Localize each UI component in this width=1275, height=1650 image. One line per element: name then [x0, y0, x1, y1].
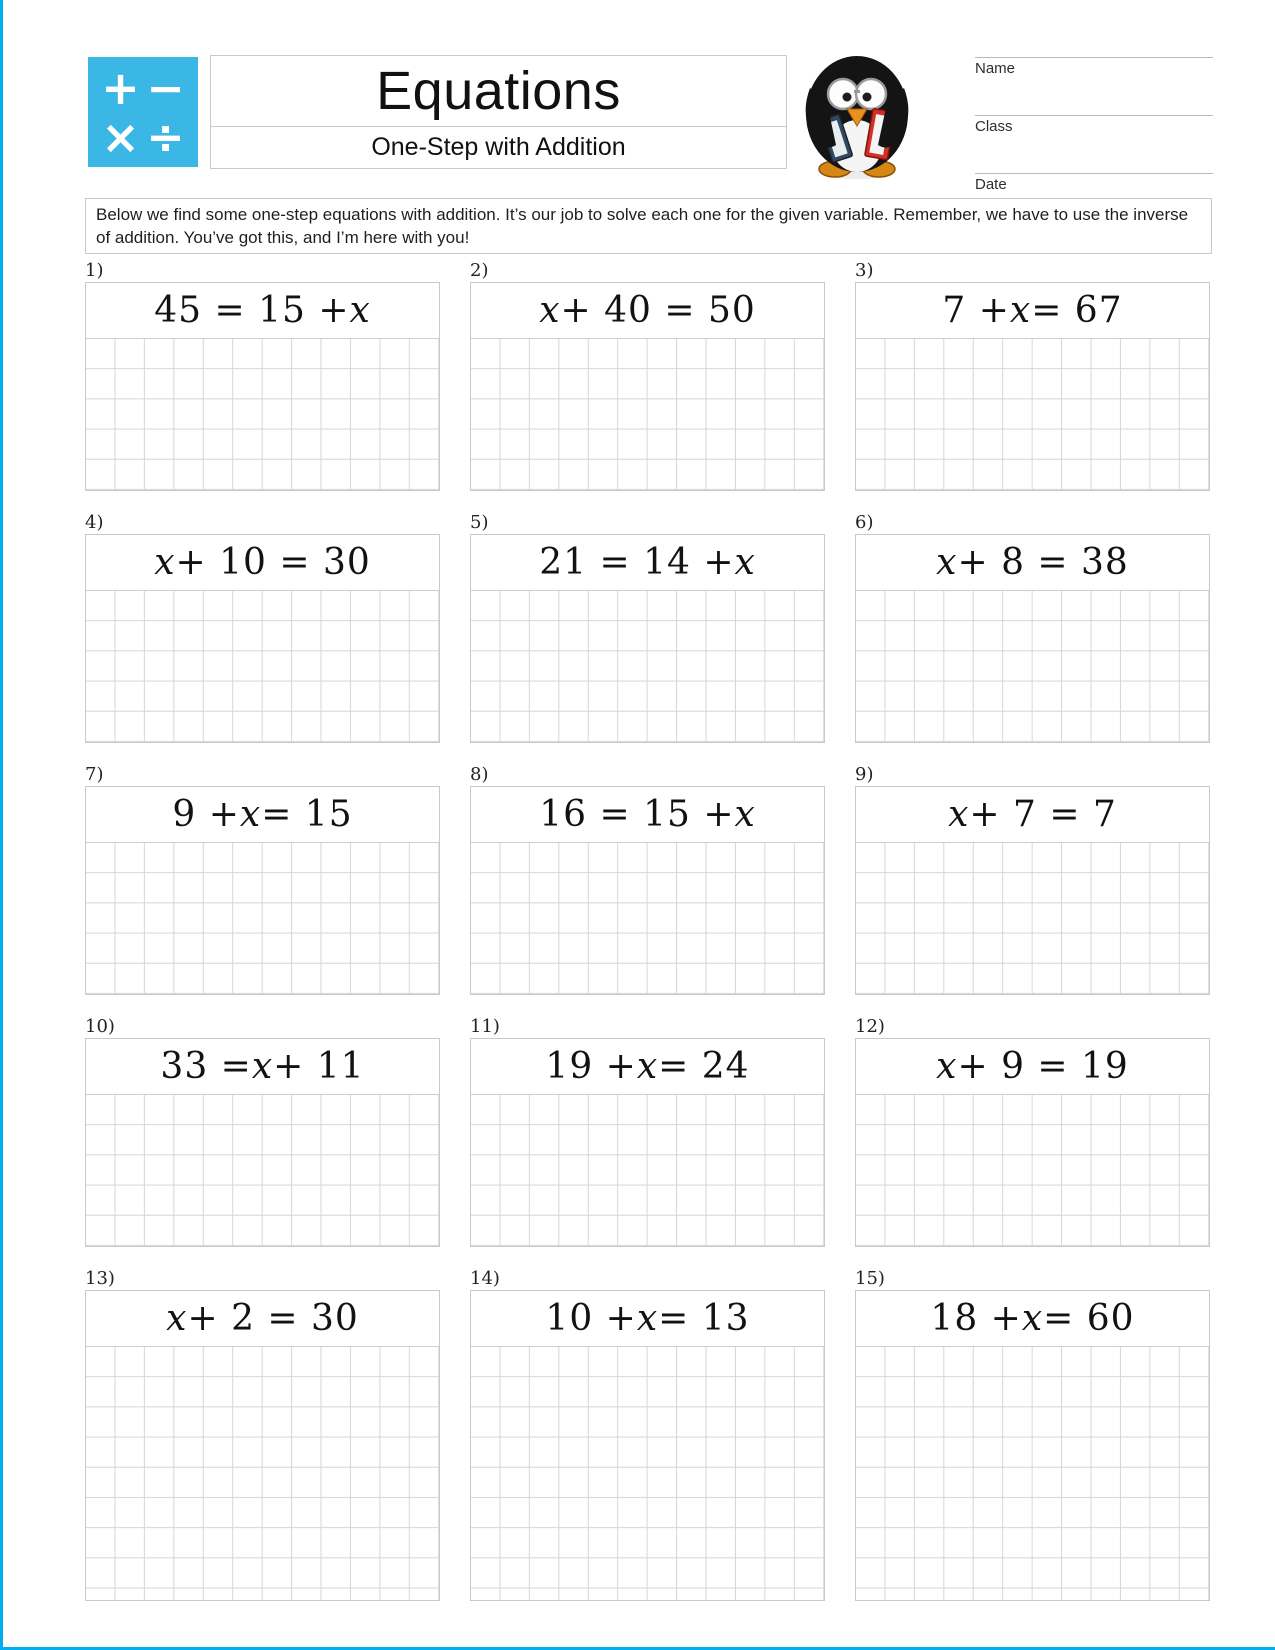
- work-grid: [86, 1095, 439, 1246]
- problem-cell-10: [85, 1016, 440, 1247]
- problem-number: 1): [85, 260, 104, 281]
- equation-text: x + 10 = 30: [86, 535, 439, 591]
- problem-cell-13: [85, 1268, 440, 1601]
- problem-number: 6): [855, 512, 874, 533]
- problem-number: 2): [470, 260, 489, 281]
- problem-cell-8: [470, 764, 825, 995]
- problem-cell-5: [470, 512, 825, 743]
- equation-text: 9 + x = 15: [86, 787, 439, 843]
- problem-box: [855, 282, 1210, 491]
- problem-box: [85, 1290, 440, 1601]
- instructions-text: Below we find some one-step equations with addition. It’s our job to solve each one for the given variable. Remember, we have to use the inverse of addition. You’ve got this, and I’m here with you!: [85, 198, 1212, 254]
- problem-cell-2: [470, 260, 825, 491]
- problem-box: [85, 1038, 440, 1247]
- problem-number: 15): [855, 1268, 885, 1289]
- equation-text: 19 + x = 24: [471, 1039, 824, 1095]
- problem-box: [855, 1290, 1210, 1601]
- name-field: [975, 57, 1213, 115]
- math-operations-icon: [88, 57, 198, 167]
- problem-number: 9): [855, 764, 874, 785]
- title-panel: [210, 55, 787, 169]
- equation-text: 16 = 15 + x: [471, 787, 824, 843]
- problem-cell-1: [85, 260, 440, 491]
- equation-text: x + 2 = 30: [86, 1291, 439, 1347]
- work-grid: [856, 1347, 1209, 1600]
- page-edge-left: [0, 0, 3, 1650]
- work-grid: [86, 339, 439, 490]
- work-grid: [856, 843, 1209, 994]
- problem-box: [85, 282, 440, 491]
- date-label: Date: [975, 176, 1007, 193]
- problem-number: 8): [470, 764, 489, 785]
- work-grid: [471, 1347, 824, 1600]
- problem-box: [470, 1290, 825, 1601]
- equation-text: 45 = 15 + x: [86, 283, 439, 339]
- problem-cell-7: [85, 764, 440, 995]
- work-grid: [471, 591, 824, 742]
- work-grid: [86, 843, 439, 994]
- problem-box: [470, 534, 825, 743]
- problem-cell-15: [855, 1268, 1210, 1601]
- problem-number: 13): [85, 1268, 115, 1289]
- equation-text: 10 + x = 13: [471, 1291, 824, 1347]
- problem-box: [855, 786, 1210, 995]
- problem-cell-9: [855, 764, 1210, 995]
- equation-text: x + 8 = 38: [856, 535, 1209, 591]
- problems-grid: [85, 260, 1210, 1601]
- equation-text: 21 = 14 + x: [471, 535, 824, 591]
- multiply-icon: ×: [101, 109, 140, 164]
- problem-cell-3: [855, 260, 1210, 491]
- work-grid: [856, 339, 1209, 490]
- problem-cell-4: [85, 512, 440, 743]
- problem-number: 5): [470, 512, 489, 533]
- problem-box: [85, 786, 440, 995]
- plus-icon: +: [101, 60, 140, 115]
- equation-text: 7 + x = 67: [856, 283, 1209, 339]
- minus-icon: −: [146, 60, 185, 115]
- page-title: Equations: [211, 56, 786, 127]
- problem-cell-11: [470, 1016, 825, 1247]
- penguin-mascot-icon: [797, 50, 917, 180]
- class-field: [975, 115, 1213, 173]
- work-grid: [471, 339, 824, 490]
- page-subtitle: One-Step with Addition: [371, 133, 626, 161]
- work-grid: [86, 1347, 439, 1600]
- problem-box: [470, 1038, 825, 1247]
- work-grid: [86, 591, 439, 742]
- equation-text: 33 = x + 11: [86, 1039, 439, 1095]
- work-grid: [856, 1095, 1209, 1246]
- problem-number: 10): [85, 1016, 115, 1037]
- work-grid: [471, 843, 824, 994]
- problem-box: [470, 786, 825, 995]
- problem-number: 11): [470, 1016, 500, 1037]
- problem-box: [470, 282, 825, 491]
- equation-text: x + 9 = 19: [856, 1039, 1209, 1095]
- work-grid: [856, 591, 1209, 742]
- problem-number: 14): [470, 1268, 500, 1289]
- problem-box: [855, 1038, 1210, 1247]
- problem-number: 7): [85, 764, 104, 785]
- problem-number: 3): [855, 260, 874, 281]
- equation-text: 18 + x = 60: [856, 1291, 1209, 1347]
- divide-icon: ÷: [146, 109, 185, 164]
- work-grid: [471, 1095, 824, 1246]
- class-label: Class: [975, 118, 1013, 135]
- problem-cell-6: [855, 512, 1210, 743]
- problem-cell-12: [855, 1016, 1210, 1247]
- name-label: Name: [975, 60, 1016, 77]
- problem-box: [85, 534, 440, 743]
- problem-cell-14: [470, 1268, 825, 1601]
- equation-text: x + 40 = 50: [471, 283, 824, 339]
- problem-number: 12): [855, 1016, 885, 1037]
- problem-number: 4): [85, 512, 104, 533]
- equation-text: x + 7 = 7: [856, 787, 1209, 843]
- problem-box: [855, 534, 1210, 743]
